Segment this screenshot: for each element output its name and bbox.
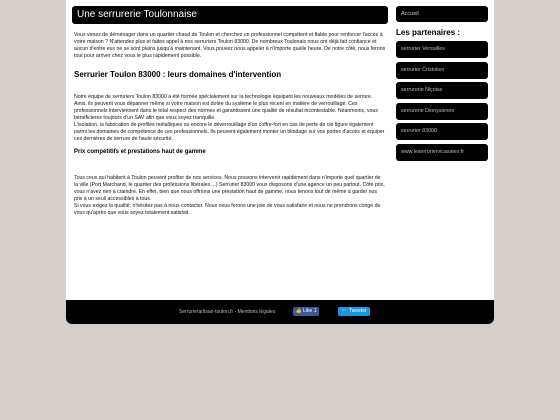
footer-links[interactable]: Serrurierartisan-toulon.fr - Mentions légales: [179, 309, 276, 315]
facebook-like-button[interactable]: 👍 Like 1: [293, 307, 319, 316]
section-heading-prices: Prix compétitifs et prestations haut de gamme: [74, 149, 206, 155]
partner-link[interactable]: serrurerie Dionysienne: [396, 103, 488, 120]
section-heading-domains: Serrurier Toulon 83000 : leurs domaines d'intervention: [74, 70, 282, 79]
section-domains-body: [74, 94, 386, 143]
footer: [66, 300, 494, 324]
sidebar: [396, 6, 488, 165]
partner-link[interactable]: serrurier Versailles: [396, 41, 488, 58]
partner-link[interactable]: www.leserruriervicassien.fr: [396, 144, 488, 161]
paragraph: L'isolation, la fabrication de profilés métalliques ou encore le déverrouillage d'un coffre-fort en cas de perte de clé figure également parmi les domaines de compétence de ces professionnels. Ils peuvent également monter un blindage sur vos portes d'accès et équiper ces dernières de serrure de haute sécurité.: [74, 122, 385, 142]
home-link[interactable]: Accueil: [396, 6, 488, 22]
paragraph: Si vous exigez la qualité, n'hésitez pas à nous contacter. Nous nous ferons une joie de vous satisfaire et nous ne prendrons congé de vous qu'après que vous soyez totalement satisfait.: [74, 203, 381, 216]
partners-list: [396, 41, 488, 161]
partner-link[interactable]: serrurier 83000: [396, 123, 488, 140]
partner-link[interactable]: serrurier Cristolien: [396, 62, 488, 79]
main-content: [72, 6, 388, 217]
paragraph: Notre équipe de serruriers Toulon 83000 a été formée spécialement sur la technologie équipant les nouveaux modèles de serrure. Ainsi, ils peuvent vous dépanner même si votre maison est dotée du système le plus récent en matière de verrouillage. Ces professionnels interviennent dans le total respect des normes et garantissent une qualité de résultat incontestable. Néanmoins, vous bénéficierez toujours d'un SAV afin que vous soyez tranquille.: [74, 94, 378, 121]
page-title: Une serrurerie Toulonnaise: [72, 6, 388, 24]
section-prices-body: [74, 175, 386, 217]
partners-title: Les partenaires :: [396, 28, 461, 37]
intro-paragraph: Vous venez de déménager dans un quartier chaud de Toulon et cherchez un professionnel compétent et fiable pour renforcer l'accès à votre maison ? N'attendez plus et faites appel à nos serruriers Toulon 83000. De nombreux Toulonais nous ont déjà fait confiance et aucun d'entre eux ne se sont plains jusqu'à maintenant. Vous pouvez nous appeler à n'importe quelle heure. De notre côté, nous ferons tout pour arriver chez vous le plus rapidement possible.: [74, 32, 386, 59]
partner-link[interactable]: serrurerie Niçoise: [396, 82, 488, 99]
tweet-button[interactable]: 🐦 Tweeter: [338, 307, 370, 316]
page-container: [66, 0, 494, 324]
paragraph: Tous ceux qui habitent à Toulon peuvent profiter de nos services. Nous pouvons intervenir rapidement dans n'importe quel quartier de la ville (Port Marchand, le quartier des professions libérales....) Serrurier 83000 vous disposons d'une agence un peu partout. Côté prix, vous n'avez rien à craindre. En effet, bien que nous offrions une prestation haut de gamme, nous tenons tout de même à garder nos prix à un seuil accessibles à tous.: [74, 175, 385, 202]
